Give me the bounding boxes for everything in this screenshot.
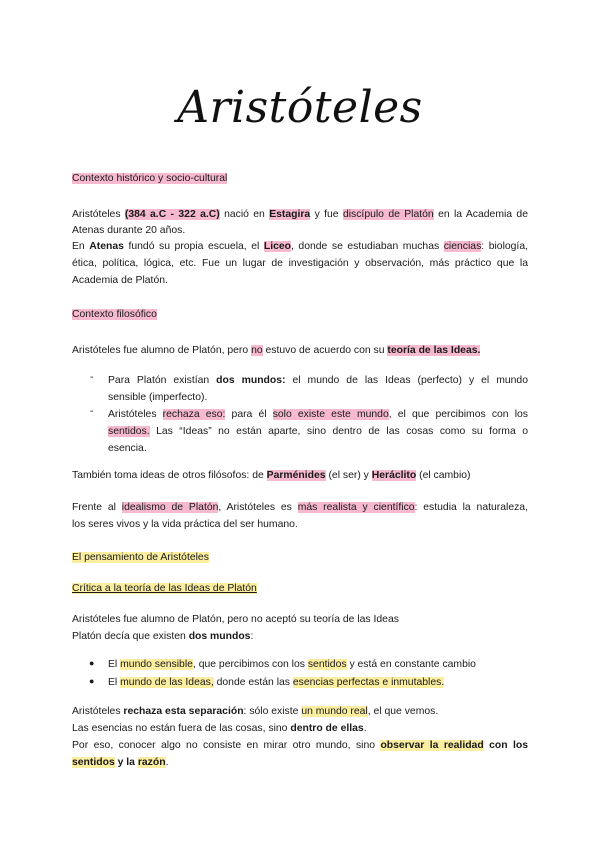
highlight-esencias: esencias perfectas e inmutables. (292, 677, 445, 688)
paragraph-line: Las esencias no están fuera de las cosas, sino dentro de ellas. (72, 723, 367, 734)
paragraph-line: los seres vivos y la vida práctica del ser humano. (72, 519, 298, 530)
list-item: Aristóteles rechaza eso: para él solo existe este mundo, el que percibimos con los (108, 409, 528, 420)
list-dash: - (90, 406, 94, 417)
highlight-liceo: Liceo (263, 241, 291, 252)
highlight-parmenides: Parménides (266, 470, 326, 481)
highlight-no: no (251, 345, 263, 356)
bullet-icon: ● (89, 676, 95, 686)
section-heading-historical (72, 170, 528, 187)
section-heading-thought (72, 549, 528, 566)
highlight-mundo-real: un mundo real (301, 706, 368, 717)
section-heading-philosophical (72, 306, 528, 323)
page-title: Aristóteles (177, 82, 423, 133)
heading-text: El pensamiento de Aristóteles (72, 552, 209, 563)
subheading-text: Crítica a la teoría de las Ideas de Platón (72, 583, 257, 594)
list-item-cont: sensible (imperfecto). (108, 392, 208, 403)
highlight-solo-mundo: solo existe este mundo (272, 409, 389, 420)
highlight-realista: más realista y científico (297, 502, 415, 513)
heading-text: Contexto histórico y socio-cultural (72, 173, 228, 184)
highlight-disciple: discípulo de Platón (342, 209, 434, 220)
paragraph-line: sentidos y la razón. (72, 757, 169, 768)
highlight-observar: observar la realidad (380, 740, 484, 751)
list-dash: - (90, 372, 94, 383)
highlight-sentidos: sentidos. (108, 426, 150, 437)
highlight-heraclito: Heráclito (371, 470, 417, 481)
highlight-mundo-sensible: mundo sensible (120, 659, 193, 670)
highlight-theory: teoría de las Ideas. (387, 345, 481, 356)
highlight-sentidos: sentidos (307, 659, 347, 670)
highlight-razon: razón (137, 757, 166, 768)
heading-text: Contexto filosófico (72, 309, 157, 320)
list-item: Para Platón existían dos mundos: el mundo de las Ideas (perfecto) y el mundo (108, 375, 528, 386)
highlight-place: Estagira (269, 209, 311, 220)
highlight-sentidos: sentidos (72, 757, 115, 768)
paragraph-line: Atenas durante 20 años. (72, 225, 186, 236)
paragraph-line: Aristóteles fue alumno de Platón, pero no estuvo de acuerdo con su teoría de las Ideas. (72, 345, 481, 356)
paragraph-line: ética, política, lógica, etc. Fue un lugar de investigación y observación, más práctico que la (72, 258, 528, 269)
paragraph-line: Aristóteles fue alumno de Platón, pero no aceptó su teoría de las Ideas (72, 614, 399, 625)
highlight-dates: (384 a.C - 322 a.C) (124, 209, 220, 220)
bullet-icon: ● (89, 658, 95, 668)
highlight-rechaza: rechaza eso: (162, 409, 226, 420)
paragraph-line: Platón decía que existen dos mundos: (72, 631, 254, 642)
highlight-idealismo: idealismo de Platón (121, 502, 219, 513)
paragraph-line: Aristóteles rechaza esta separación: sólo existe un mundo real, el que vemos. (72, 706, 439, 717)
list-item: El mundo de las Ideas, donde están las esencias perfectas e inmutables. (108, 677, 445, 688)
list-item-cont: esencia. (108, 443, 147, 454)
list-item-cont: sentidos. Las “Ideas” no están aparte, sino dentro de las cosas como su forma o (108, 426, 528, 437)
paragraph-line: En Atenas fundó su propia escuela, el Liceo, donde se estudiaban muchas ciencias: biología, (72, 241, 528, 252)
subsection-heading (72, 580, 528, 597)
paragraph-line: Frente al idealismo de Platón, Aristóteles es más realista y científico: estudia la naturaleza, (72, 502, 528, 513)
highlight-mundo-ideas: mundo de las Ideas, (120, 677, 214, 688)
paragraph-line: Academia de Platón. (72, 275, 168, 286)
paragraph-line: También toma ideas de otros filósofos: de Parménides (el ser) y Heráclito (el cambio) (72, 470, 471, 481)
paragraph-line: Aristóteles (384 a.C - 322 a.C) nació en Estagira y fue discípulo de Platón en la Academia de (72, 209, 528, 220)
highlight-ciencias: ciencias (443, 241, 482, 252)
paragraph-line: Por eso, conocer algo no consiste en mirar otro mundo, sino observar la realidad con los (72, 740, 528, 751)
list-item: El mundo sensible, que percibimos con los sentidos y está en constante cambio (108, 659, 476, 670)
